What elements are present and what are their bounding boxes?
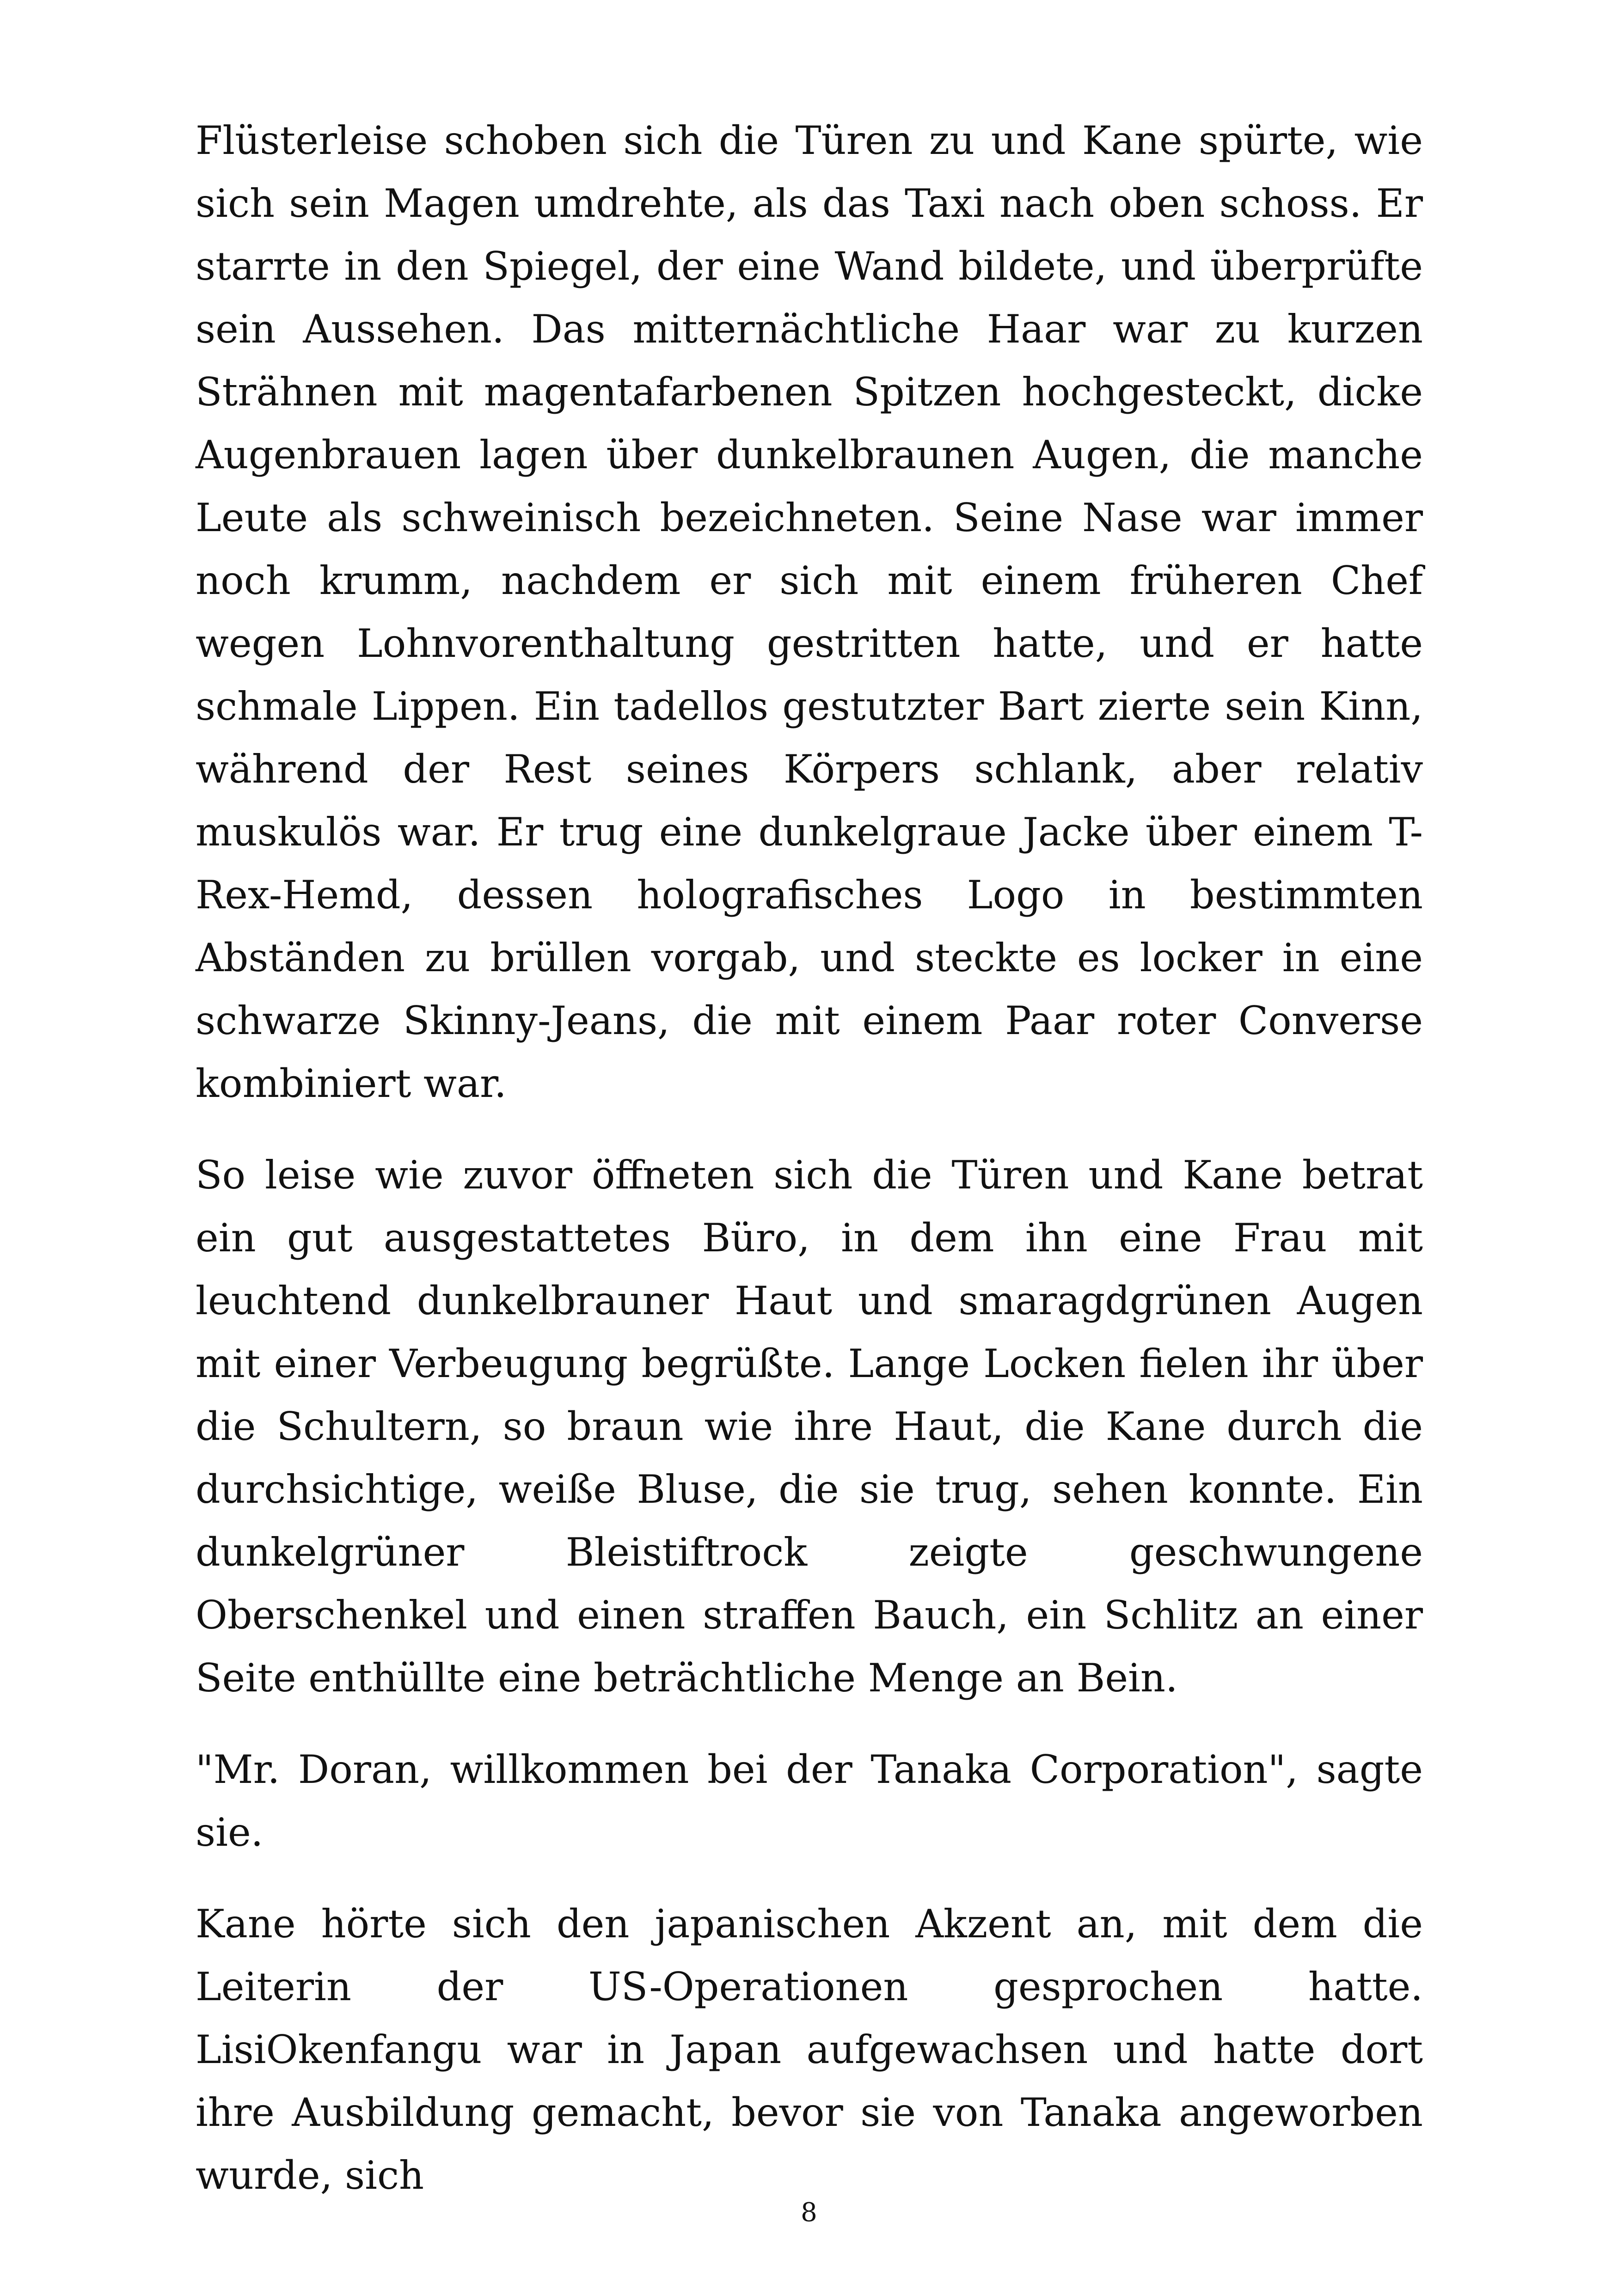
paragraph-1: Flüsterleise schoben sich die Türen zu und Kane spürte, wie sich sein Magen umdrehte, als das Taxi nach oben schoss. Er starrte in den Spiegel, der eine Wand bildete, und überprüfte sein Aussehen. Das mitternächtliche Haar war zu kurzen Strähnen mit magentafarbenen Spitzen hochgesteckt, dicke Augenbrauen lagen über dunkelbraunen Augen, die manche Leute als schweinisch bezeichneten. Seine Nase war immer noch krumm, nachdem er sich mit einem früheren Chef wegen Lohnvorenthaltung gestritten hatte, und er hatte schmale Lippen. Ein tadellos gestutzter Bart zierte sein Kinn, während der Rest seines Körpers schlank, aber relativ muskulös war. Er trug eine dunkelgraue Jacke über einem T-Rex-Hemd, dessen holografisches Logo in bestimmten Abständen zu brüllen vorgab, und steckte es locker in eine schwarze Skinny-Jeans, die mit einem Paar roter Converse kombiniert war. bbox=[196, 118, 1423, 1106]
paragraph-3: "Mr. Doran, willkommen bei der Tanaka Corporation", sagte sie. bbox=[196, 1747, 1423, 1855]
page-body bbox=[196, 109, 1423, 2235]
paragraph-2: So leise wie zuvor öffneten sich die Türen und Kane betrat ein gut ausgestattetes Büro, in dem ihn eine Frau mit leuchtend dunkelbrauner Haut und smaragdgrünen Augen mit einer Verbeugung begrüßte. Lange Locken fielen ihr über die Schultern, so braun wie ihre Haut, die Kane durch die durchsichtige, weiße Bluse, die sie trug, sehen konnte. Ein dunkelgrüner Bleistiftrock zeigte geschwungene Oberschenkel und einen straffen Bauch, ein Schlitz an einer Seite enthüllte eine beträchtliche Menge an Bein. bbox=[196, 1152, 1423, 1701]
page-number: 8 bbox=[801, 2198, 817, 2228]
paragraph-4: Kane hörte sich den japanischen Akzent an, mit dem die Leiterin der US-Operationen gesprochen hatte. LisiOkenfangu war in Japan aufgewachsen und hatte dort ihre Ausbildung gemacht, bevor sie von Tanaka angeworben wurde, sich bbox=[196, 1901, 1423, 2198]
